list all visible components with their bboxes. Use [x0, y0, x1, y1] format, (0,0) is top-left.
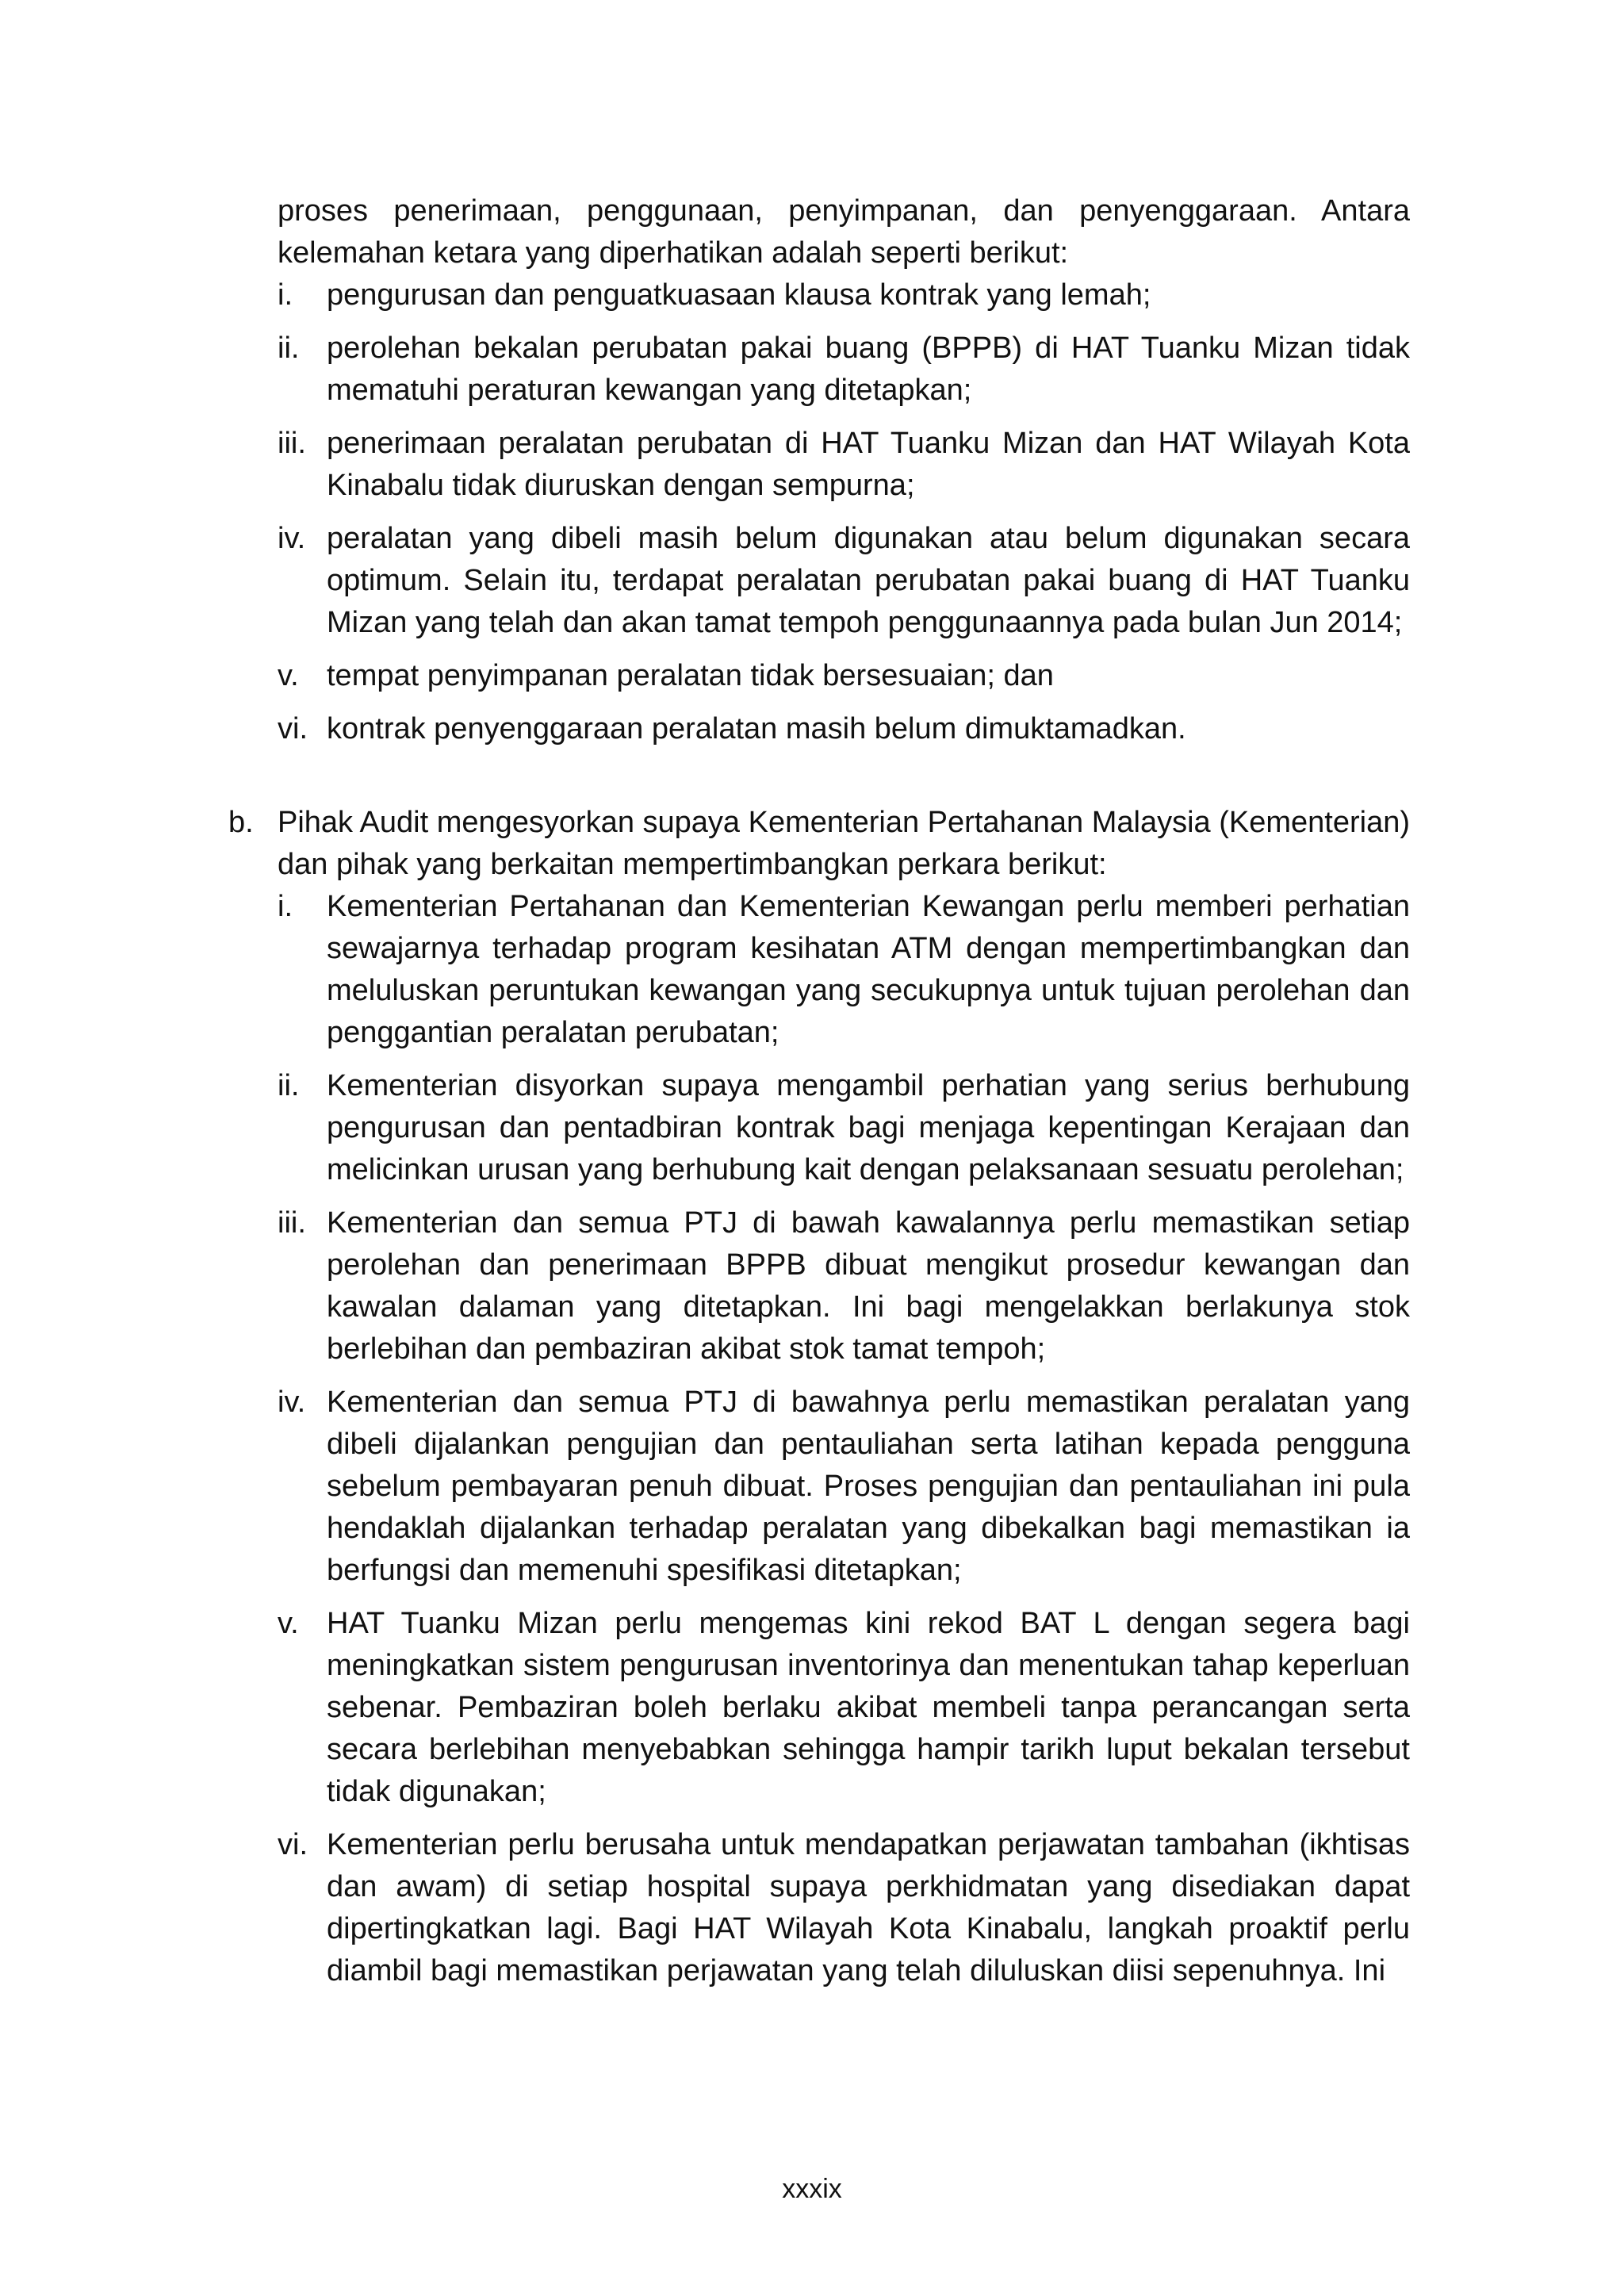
item-text: kontrak penyenggaraan peralatan masih belum dimuktamadkan. [327, 712, 1186, 746]
item-number: iii. [278, 427, 306, 460]
item-text: pengurusan dan penguatkuasaan klausa kontrak yang lemah; [327, 278, 1151, 312]
item-number: iv. [278, 522, 306, 555]
recommendations-list [278, 886, 1410, 1992]
item-text: Kementerian dan semua PTJ di bawahnya perlu memastikan peralatan yang dibeli dijalankan pengujian dan pentauliahan serta latihan kepada pengguna sebelum pembayaran penuh dibuat. Proses pengujian dan pentauliahan ini pula hendaklah dijalankan terhadap peralatan yang dibekalkan bagi memastikan ia berfungsi dan memenuhi spesifikasi ditetapkan; [327, 1386, 1410, 1587]
item-number: ii. [278, 332, 300, 365]
item-text: penerimaan peralatan perubatan di HAT Tuanku Mizan dan HAT Wilayah Kota Kinabalu tidak diuruskan dengan sempurna; [327, 427, 1410, 502]
item-number: ii. [278, 1069, 300, 1102]
list-item [278, 886, 1410, 1054]
list-item [278, 328, 1410, 412]
item-number: iv. [278, 1386, 306, 1419]
item-number: iii. [278, 1206, 306, 1240]
list-item [278, 1603, 1410, 1813]
section-b-text: Pihak Audit mengesyorkan supaya Kementerian Pertahanan Malaysia (Kementerian) dan pihak yang berkaitan mempertimbangkan perkara berikut: [278, 806, 1410, 881]
list-item [278, 1202, 1410, 1370]
page-content [228, 190, 1410, 1992]
item-text: peralatan yang dibeli masih belum digunakan atau belum digunakan secara optimum. Selain itu, terdapat peralatan perubatan pakai buang di HAT Tuanku Mizan yang telah dan akan tamat tempoh penggunaannya pada bulan Jun 2014; [327, 522, 1410, 639]
item-number: i. [278, 890, 293, 923]
item-text: Kementerian Pertahanan dan Kementerian Kewangan perlu memberi perhatian sewajarnya terhadap program kesihatan ATM dengan mempertimbangkan dan meluluskan peruntukan kewangan yang secukupnya untuk tujuan perolehan dan penggantian peralatan perubatan; [327, 890, 1410, 1049]
list-item [278, 1824, 1410, 1992]
item-text: HAT Tuanku Mizan perlu mengemas kini rekod BAT L dengan segera bagi meningkatkan sistem pengurusan inventorinya dan menentukan tahap keperluan sebenar. Pembaziran boleh berlaku akibat membeli tanpa perancangan serta secara berlebihan menyebabkan sehingga hampir tarikh luput bekalan tersebut tidak digunakan; [327, 1607, 1410, 1808]
list-item [278, 518, 1410, 644]
page-number: xxxix [782, 2174, 842, 2204]
intro-paragraph: proses penerimaan, penggunaan, penyimpanan, dan penyenggaraan. Antara kelemahan ketara yang diperhatikan adalah seperti berikut: [278, 194, 1410, 270]
section-b [228, 802, 1410, 1992]
item-text: Kementerian perlu berusaha untuk mendapatkan perjawatan tambahan (ikhtisas dan awam) di setiap hospital supaya perkhidmatan yang disediakan dapat dipertingkatkan lagi. Bagi HAT Wilayah Kota Kinabalu, langkah proaktif perlu diambil bagi memastikan perjawatan yang telah diluluskan diisi sepenuhnya. Ini [327, 1828, 1410, 1987]
item-number: vi. [278, 712, 308, 746]
item-number: v. [278, 659, 299, 692]
section-b-number: b. [228, 806, 254, 839]
list-item [278, 274, 1410, 316]
item-text: Kementerian disyorkan supaya mengambil perhatian yang serius berhubung pengurusan dan pentadbiran kontrak bagi menjaga kepentingan Kerajaan dan melicinkan urusan yang berhubung kait dengan pelaksanaan sesuatu perolehan; [327, 1069, 1410, 1186]
item-number: i. [278, 278, 293, 312]
item-text: Kementerian dan semua PTJ di bawah kawalannya perlu memastikan setiap perolehan dan penerimaan BPPB dibuat mengikut prosedur kewangan dan kawalan dalaman yang ditetapkan. Ini bagi mengelakkan berlakunya stok berlebihan dan pembaziran akibat stok tamat tempoh; [327, 1206, 1410, 1366]
item-text: perolehan bekalan perubatan pakai buang (BPPB) di HAT Tuanku Mizan tidak mematuhi peraturan kewangan yang ditetapkan; [327, 332, 1410, 407]
item-number: v. [278, 1607, 299, 1640]
list-item [278, 1382, 1410, 1592]
list-item [278, 708, 1410, 750]
weaknesses-list [278, 274, 1410, 750]
list-item [278, 655, 1410, 697]
list-item [278, 1065, 1410, 1191]
item-text: tempat penyimpanan peralatan tidak bersesuaian; dan [327, 659, 1054, 692]
item-number: vi. [278, 1828, 308, 1861]
list-item [278, 423, 1410, 507]
